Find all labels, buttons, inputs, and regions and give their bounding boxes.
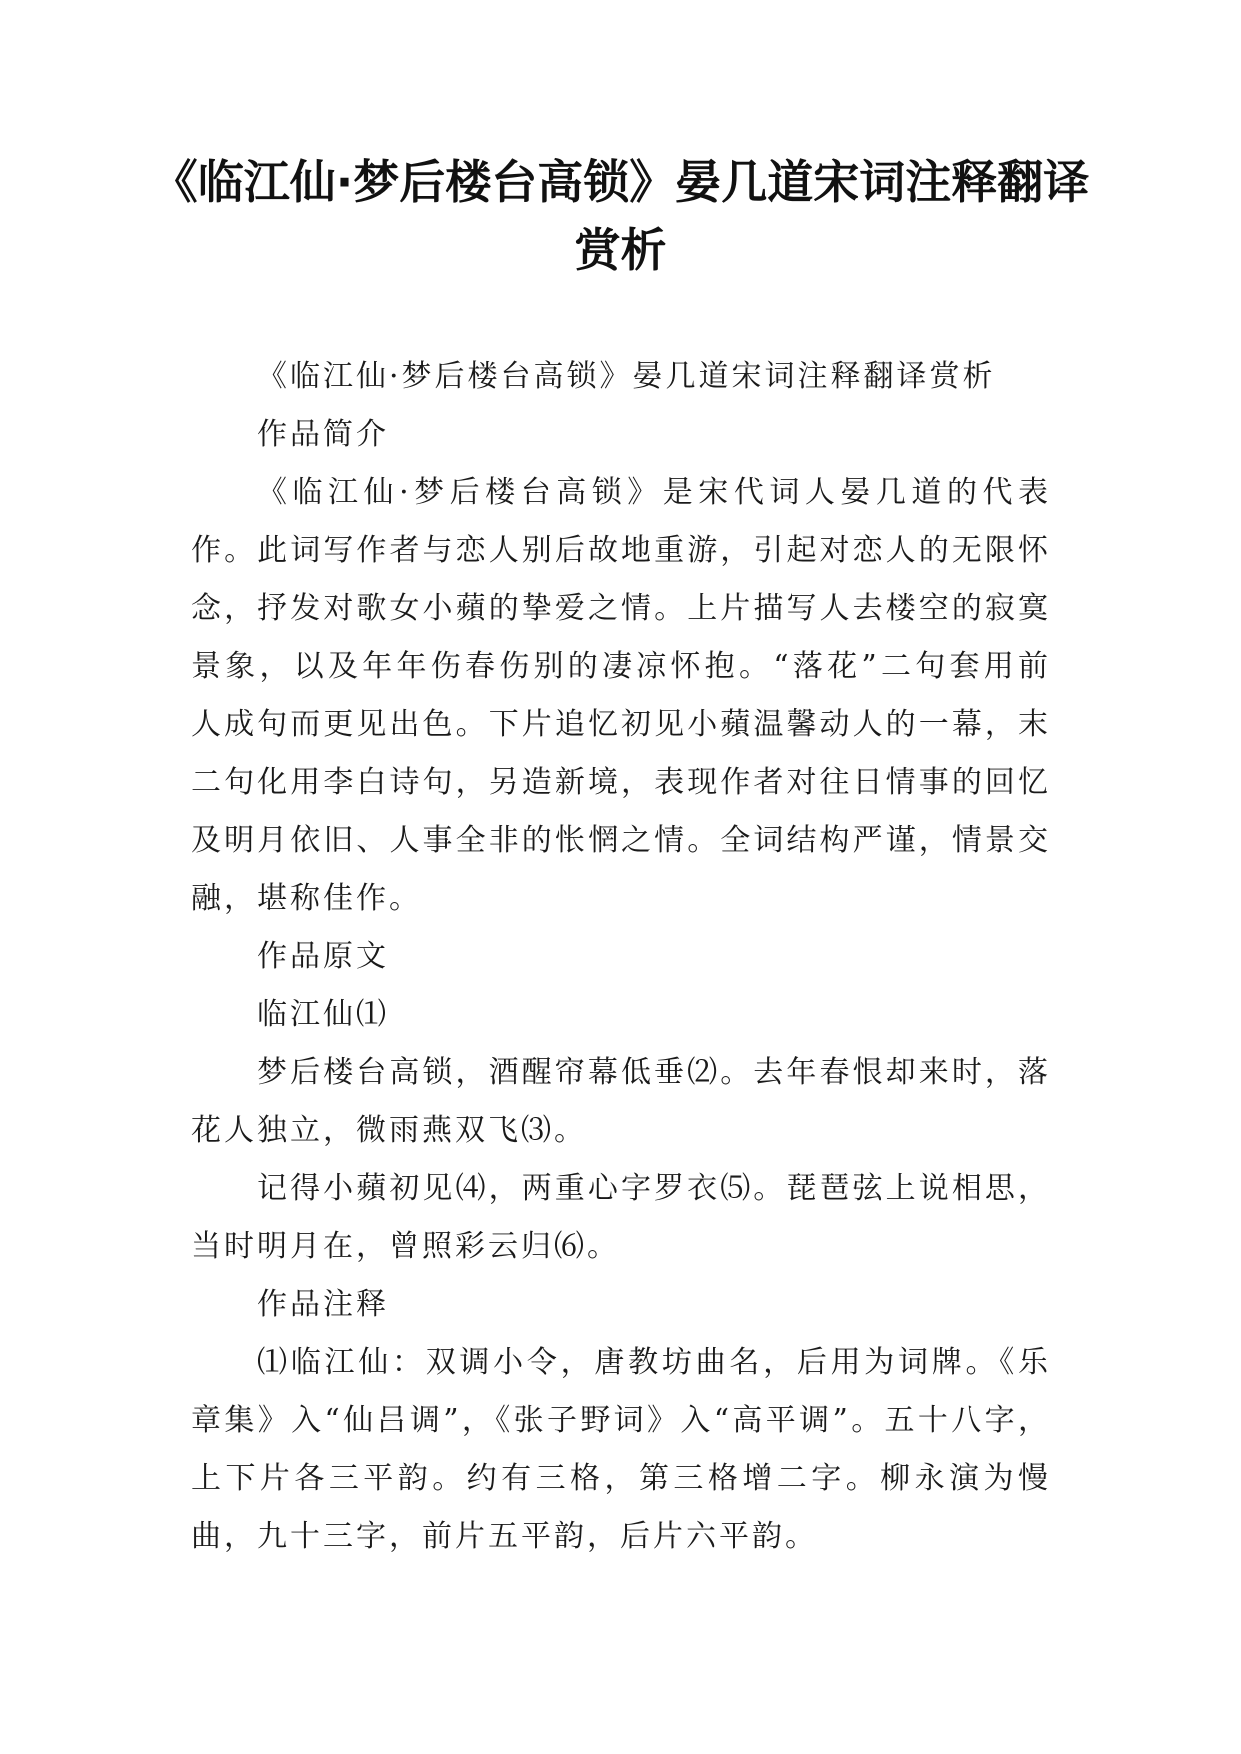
section-heading-introduction: 作品简介 (257, 417, 389, 452)
paragraph-introduction: 《临江仙·梦后楼台高锁》是宋代词人晏几道的代表作。此词写作者与恋人别后故地重游，引起对恋人的无限怀念，抒发对歌女小蘋的挚爱之情。上片描写人去楼空的寂寞景象，以及年年伤春伤别的凄凉怀抱。“落花”二句套用前人成句而更见出色。下片追忆初见小蘋温馨动人的一幕，末二句化用李白诗句，另造新境，表现作者对往日情事的回忆及明月依旧、人事全非的怅惘之情。全词结构严谨，情景交融，堪称佳作。 (191, 475, 1051, 916)
paragraph-repeat-title: 《临江仙·梦后楼台高锁》晏几道宋词注释翻译赏析 (257, 359, 996, 394)
document-title: 《临江仙·梦后楼台高锁》晏几道宋词注释翻译赏析 (151, 155, 1090, 277)
poem-stanza-2: 记得小蘋初见⑷，两重心字罗衣⑸。琵琶弦上说相思，当时明月在，曾照彩云归⑹。 (191, 1171, 1051, 1264)
section-heading-annotations: 作品注释 (257, 1287, 389, 1322)
section-heading-original-text: 作品原文 (257, 939, 389, 974)
poem-stanza-1: 梦后楼台高锁，酒醒帘幕低垂⑵。去年春恨却来时，落花人独立，微雨燕双飞⑶。 (191, 1055, 1051, 1148)
document-body (191, 348, 1051, 1566)
poem-title: 临江仙⑴ (257, 997, 389, 1032)
annotation-1: ⑴临江仙：双调小令，唐教坊曲名，后用为词牌。《乐章集》入“仙吕调”，《张子野词》入“高平调”。五十八字，上下片各三平韵。约有三格，第三格增二字。柳永演为慢曲，九十三字，前片五平韵，后片六平韵。 (191, 1345, 1051, 1554)
